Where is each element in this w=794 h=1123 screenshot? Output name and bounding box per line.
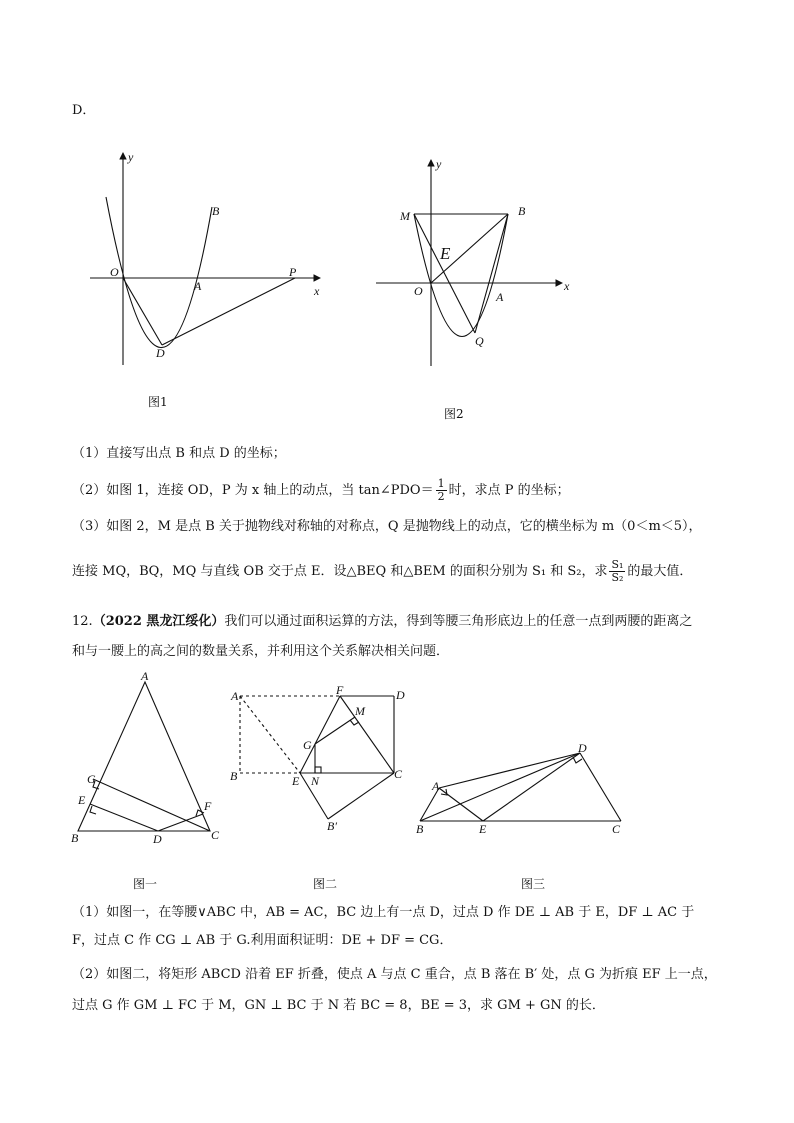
label-b: B	[416, 822, 424, 836]
label-a: A	[432, 779, 440, 793]
figure-1	[80, 145, 340, 375]
label-c: C	[612, 822, 621, 836]
segment-gm	[315, 717, 355, 744]
figure-yi	[68, 668, 228, 848]
figure-1-caption: 图1	[148, 395, 168, 409]
label-a: A	[141, 669, 149, 683]
label-d: D	[153, 832, 162, 846]
label-a: A	[194, 279, 202, 293]
label-a: A	[496, 290, 504, 304]
right-angle-n	[315, 767, 321, 773]
label-f: F	[336, 684, 344, 697]
parabola	[414, 214, 508, 337]
label-p: P	[289, 265, 297, 279]
label-b: B	[518, 204, 526, 218]
segment-od	[123, 278, 162, 345]
figure-2-caption: 图2	[444, 407, 464, 421]
label-x: x	[564, 279, 570, 293]
figure-san-caption: 图三	[521, 877, 546, 891]
option-label: D．	[72, 103, 96, 118]
label-m: M	[355, 704, 365, 718]
segment-de	[90, 804, 158, 831]
label-a: A	[231, 689, 239, 703]
q12-part-2-line-1: （2）如图二，将矩形 ABCD 沿着 EF 折叠，使点 A 与点 C 重合，点 B 落在 B′ 处，点 G 为折痕 EF 上一点，	[72, 967, 717, 982]
q12-stem-line-2: 和与一腰上的高之间的数量关系，并利用这个关系解决相关问题．	[72, 644, 450, 659]
label-m: M	[400, 209, 410, 223]
label-o: O	[110, 265, 119, 279]
segment-fe	[300, 696, 340, 773]
label-d: D	[156, 346, 165, 360]
segment-df	[158, 814, 203, 831]
label-e: E	[440, 244, 451, 263]
label-c: C	[394, 767, 403, 781]
label-e: E	[292, 774, 300, 788]
right-angle-d	[573, 757, 582, 763]
q11-part-2-text-a: （2）如图 1，连接 OD，P 为 x 轴上的动点，当 tan∠PDO＝	[72, 483, 434, 498]
label-y: y	[436, 157, 442, 171]
segment-dp	[162, 278, 295, 345]
segment-ae	[439, 788, 483, 821]
right-angle-e	[90, 806, 96, 814]
q11-part-2	[72, 478, 570, 503]
label-o: O	[414, 284, 423, 298]
figure-yi-caption: 图一	[133, 877, 158, 891]
figure-san	[410, 740, 635, 840]
label-g: G	[303, 738, 312, 752]
q12-number: 12.	[72, 614, 93, 629]
segment-ae-dashed	[240, 696, 300, 773]
segment-dc	[580, 753, 621, 821]
parabola	[106, 197, 212, 348]
segment-cg	[93, 779, 210, 831]
fraction-denominator: S₂	[611, 571, 624, 584]
q12-part-2-line-2: 过点 G 作 GM ⊥ FC 于 M，GN ⊥ BC 于 N 若 BC = 8，BE = 3，求 GM + GN 的长．	[72, 998, 605, 1013]
label-y: y	[128, 150, 134, 164]
fraction-denominator: 2	[437, 490, 445, 503]
q12-stem-text: 我们可以通过面积运算的方法，得到等腰三角形底边上的任意一点到两腰的距离之	[224, 614, 693, 629]
label-e: E	[479, 822, 487, 836]
label-x: x	[314, 284, 320, 298]
segment-ed	[483, 753, 580, 821]
q12-part-1-line-2: F，过点 C 作 CG ⊥ AB 于 G.利用面积证明：DE + DF = CG．	[72, 933, 453, 948]
figure-2	[370, 152, 585, 377]
label-e: E	[78, 793, 86, 807]
q12-source: （2022 黑龙江绥化）	[92, 614, 225, 629]
fraction-one-half	[436, 478, 447, 503]
figure-er-caption: 图二	[313, 877, 338, 891]
label-b: B	[212, 204, 220, 218]
figure-er	[228, 684, 418, 834]
label-q: Q	[475, 334, 484, 348]
q11-part-3-line-2	[72, 559, 692, 584]
label-d: D	[396, 688, 405, 702]
segment-fc	[340, 696, 394, 773]
label-b: B	[230, 769, 238, 783]
q11-part-1: （1）直接写出点 B 和点 D 的坐标；	[72, 446, 286, 461]
q12-stem-line-1	[72, 612, 692, 632]
label-f: F	[204, 799, 212, 813]
q11-part-3-text-a: 连接 MQ，BQ，MQ 与直线 OB 交于点 E．设△BEQ 和△BEM 的面积分别为 S₁ 和 S₂，求	[72, 564, 608, 579]
triangle-abc	[78, 682, 210, 831]
q11-part-2-text-b: 时，求点 P 的坐标；	[448, 483, 570, 498]
segment-b-prime-c	[328, 773, 394, 819]
label-d: D	[578, 741, 587, 755]
label-g: G	[87, 772, 96, 786]
q11-part-3-line-1: （3）如图 2，M 是点 B 关于抛物线对称轴的对称点，Q 是抛物线上的动点，它的横坐标为 m（0＜m＜5），	[72, 519, 702, 534]
q11-part-3-text-b: 的最大值．	[627, 564, 693, 579]
fraction-numerator: S₁	[611, 558, 624, 571]
label-b-prime: B′	[327, 819, 337, 833]
segment-bq	[475, 214, 508, 333]
fraction-s1-s2	[609, 559, 625, 584]
label-c: C	[211, 828, 220, 842]
segment-mq	[414, 214, 475, 333]
q12-part-1-line-1: （1）如图一，在等腰∨ABC 中，AB = AC，BC 边上有一点 D，过点 D 作 DE ⊥ AB 于 E，DF ⊥ AC 于	[72, 905, 695, 920]
fraction-numerator: 1	[437, 477, 445, 490]
label-n: N	[311, 774, 320, 788]
label-b: B	[71, 831, 79, 845]
